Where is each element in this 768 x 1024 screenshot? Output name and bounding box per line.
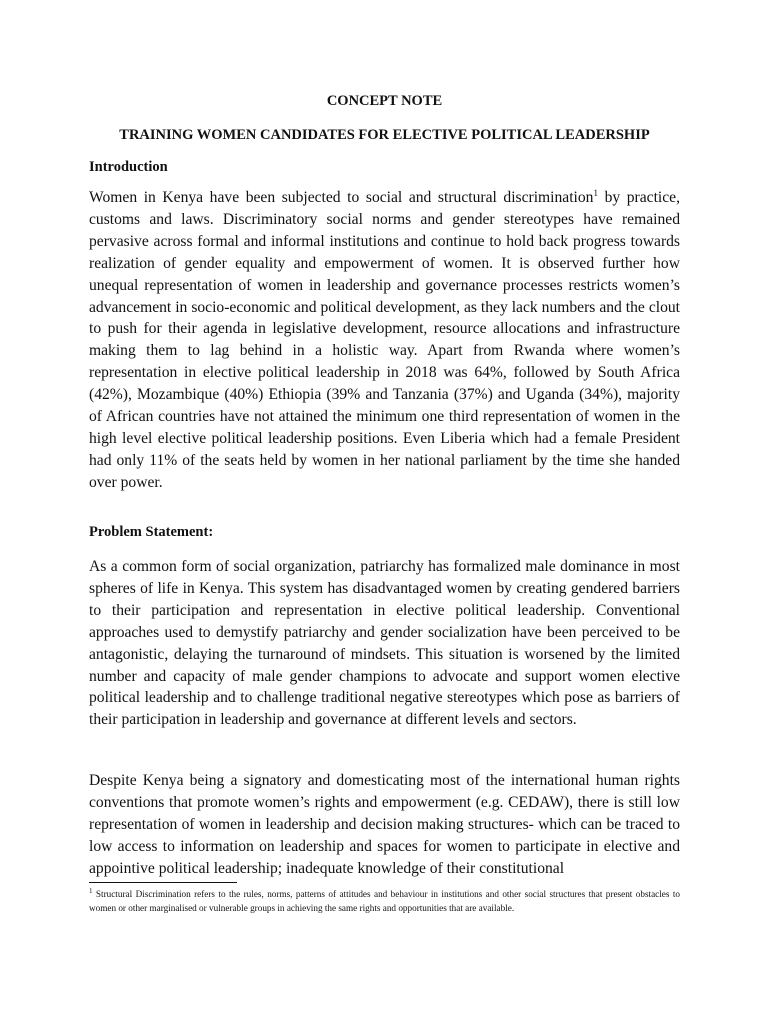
introduction-text-start: Women in Kenya have been subjected to social and structural discrimination xyxy=(89,189,594,206)
document-page xyxy=(89,0,680,1024)
footnote xyxy=(89,888,680,915)
footnote-text: Structural Discrimination refers to the rules, norms, patterns of attitudes and behaviour in institutions and other social structures that present obstacles to women or other marginalised or vulnerable groups in achieving the same rights and opportunities that are available. xyxy=(89,889,680,913)
footnote-number: 1 xyxy=(89,886,93,895)
introduction-text-rest: by practice, customs and laws. Discriminatory social norms and gender stereotypes have remained pervasive across formal and informal institutions and continue to hold back progress towards realization of gender equality and empowerment of women. It is observed further how unequal representation of women in leadership and governance processes restricts women’s advancement in socio-economic and political development, as they lack numbers and the clout to push for their agenda in legislative development, resource allocations and infrastructure making them to lag behind in a holistic way. Apart from Rwanda where women’s representation in elective political leadership in 2018 was 64%, followed by South Africa (42%), Mozambique (40%) Ethiopia (39% and Tanzania (37%) and Uganda (34%), majority of African countries have not attained the minimum one third representation of women in the high level elective political leadership positions. Even Liberia which had a female President had only 11% of the seats held by women in her national parliament by the time she handed over power. xyxy=(89,189,680,491)
document-subtitle: TRAINING WOMEN CANDIDATES FOR ELECTIVE POLITICAL LEADERSHIP xyxy=(119,127,650,143)
document-title: CONCEPT NOTE xyxy=(326,93,443,109)
introduction-paragraph xyxy=(89,187,680,494)
problem-statement-heading: Problem Statement: xyxy=(89,524,214,540)
problem-statement-paragraph-1: As a common form of social organization, patriarchy has formalized male dominance in most spheres of life in Kenya. This system has disadvantaged women by creating gendered barriers to their participation and representation in elective political leadership. Conventional approaches used to demystify patriarchy and gender socialization have been perceived to be antagonistic, delaying the turnaround of mindsets. This situation is worsened by the limited number and capacity of male gender champions to advocate and support women elective political leadership and to challenge traditional negative stereotypes which pose as barriers of their participation in leadership and governance at different levels and sectors. xyxy=(89,558,680,729)
footnote-divider xyxy=(89,882,237,883)
introduction-heading: Introduction xyxy=(89,159,168,175)
footnote-reference: 1 xyxy=(593,187,598,198)
problem-statement-paragraph-2: Despite Kenya being a signatory and domesticating most of the international human rights conventions that promote women’s rights and empowerment (e.g. CEDAW), there is still low representation of women in leadership and decision making structures- which can be traced to low access to information on leadership and spaces for women to participate in elective and appointive political leadership; inadequate knowledge of their constitutional xyxy=(89,772,680,877)
